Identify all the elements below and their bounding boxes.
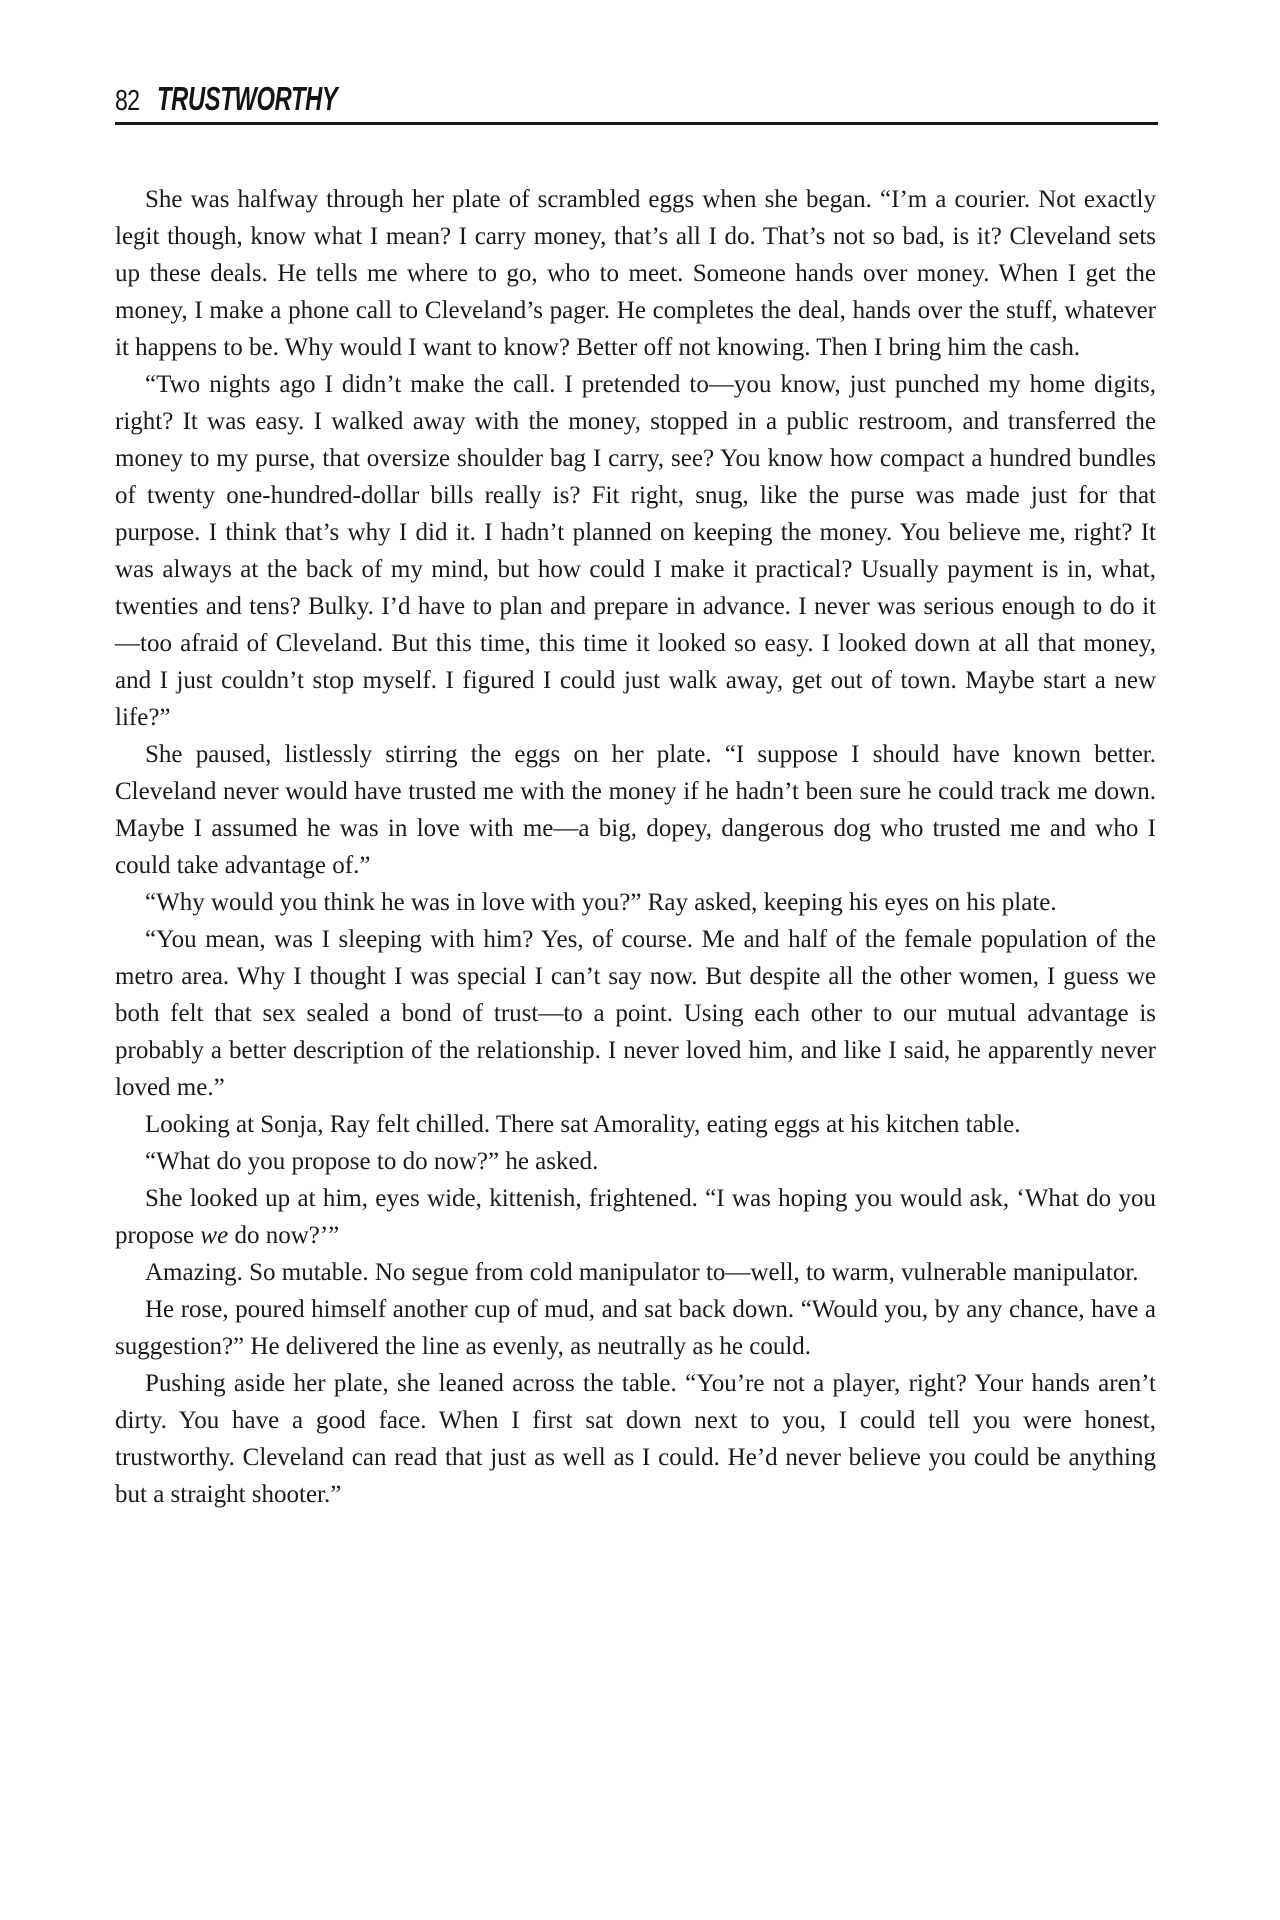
text-run: Amazing. So mutable. No segue from cold manipulator to—well, to warm, vulnerable manipulator.: [145, 1259, 1139, 1286]
text-run: He rose, poured himself another cup of mud, and sat back down. “Would you, by any chance, have a suggestion?” He delivered the line as evenly, as neutrally as he could.: [115, 1296, 1156, 1360]
text-run: do now?’”: [228, 1222, 340, 1249]
paragraph: [115, 1254, 1156, 1291]
text-run: “Two nights ago I didn’t make the call. I pretended to—you know, just punched my home digits, right? It was easy. I walked away with the money, stopped in a public restroom, and transferred the money to my purse, that oversize shoulder bag I carry, see? You know how compact a hundred bundles of twenty one-hundred-dollar bills really is? Fit right, snug, like the purse was made just for that purpose. I think that’s why I did it. I hadn’t planned on keeping the money. You believe me, right? It was always at the back of my mind, but how could I make it practical? Usually payment is in, what, twenties and tens? Bulky. I’d have to plan and prepare in advance. I never was serious enough to do it—too afraid of Cleveland. But this time, this time it looked so easy. I looked down at all that money, and I just couldn’t stop myself. I figured I could just walk away, get out of town. Maybe start a new life?”: [115, 371, 1156, 731]
paragraph: [115, 1365, 1156, 1513]
text-run: “Why would you think he was in love with you?” Ray asked, keeping his eyes on his plate.: [145, 889, 1057, 916]
text-run: She paused, listlessly stirring the eggs on her plate. “I suppose I should have known better. Cleveland never would have trusted me with the money if he hadn’t been sure he could track me down. Maybe I assumed he was in love with me—a big, dopey, dangerous dog who trusted me and who I could take advantage of.”: [115, 741, 1156, 879]
paragraph: [115, 181, 1156, 366]
text-run: Pushing aside her plate, she leaned across the table. “You’re not a player, right? Your hands aren’t dirty. You have a good face. When I first sat down next to you, I could tell you were honest, trustworthy. Cleveland can read that just as well as I could. He’d never believe you could be anything but a straight shooter.”: [115, 1370, 1156, 1508]
text-run: Looking at Sonja, Ray felt chilled. There sat Amorality, eating eggs at his kitchen table.: [145, 1111, 1021, 1138]
paragraph: [115, 1291, 1156, 1365]
text-run: She was halfway through her plate of scrambled eggs when she began. “I’m a courier. Not exactly legit though, know what I mean? I carry money, that’s all I do. That’s not so bad, is it? Cleveland sets up these deals. He tells me where to go, who to meet. Someone hands over money. When I get the money, I make a phone call to Cleveland’s pager. He completes the deal, hands over the stuff, whatever it happens to be. Why would I want to know? Better off not knowing. Then I bring him the cash.: [115, 186, 1156, 361]
text-run: “You mean, was I sleeping with him? Yes, of course. Me and half of the female population of the metro area. Why I thought I was special I can’t say now. But despite all the other women, I guess we both felt that sex sealed a bond of trust—to a point. Using each other to our mutual advantage is probably a better description of the relationship. I never loved him, and like I said, he apparently never loved me.”: [115, 926, 1156, 1101]
paragraph: [115, 736, 1156, 884]
running-title: TRUSTWORTHY: [157, 80, 338, 117]
paragraph: [115, 1106, 1156, 1143]
running-head: [115, 80, 408, 118]
paragraph: [115, 921, 1156, 1106]
paragraph: [115, 366, 1156, 736]
italic-text-run: we: [200, 1222, 229, 1249]
text-run: She looked up at him, eyes wide, kittenish, frightened. “I was hoping you would ask, ‘What do you propose: [115, 1185, 1156, 1249]
page-body: [115, 181, 1156, 1513]
page-number: 82: [115, 85, 140, 117]
paragraph: [115, 1180, 1156, 1254]
header-rule: [115, 122, 1158, 125]
paragraph: [115, 884, 1156, 921]
paragraph: [115, 1143, 1156, 1180]
text-run: “What do you propose to do now?” he asked.: [145, 1148, 599, 1175]
